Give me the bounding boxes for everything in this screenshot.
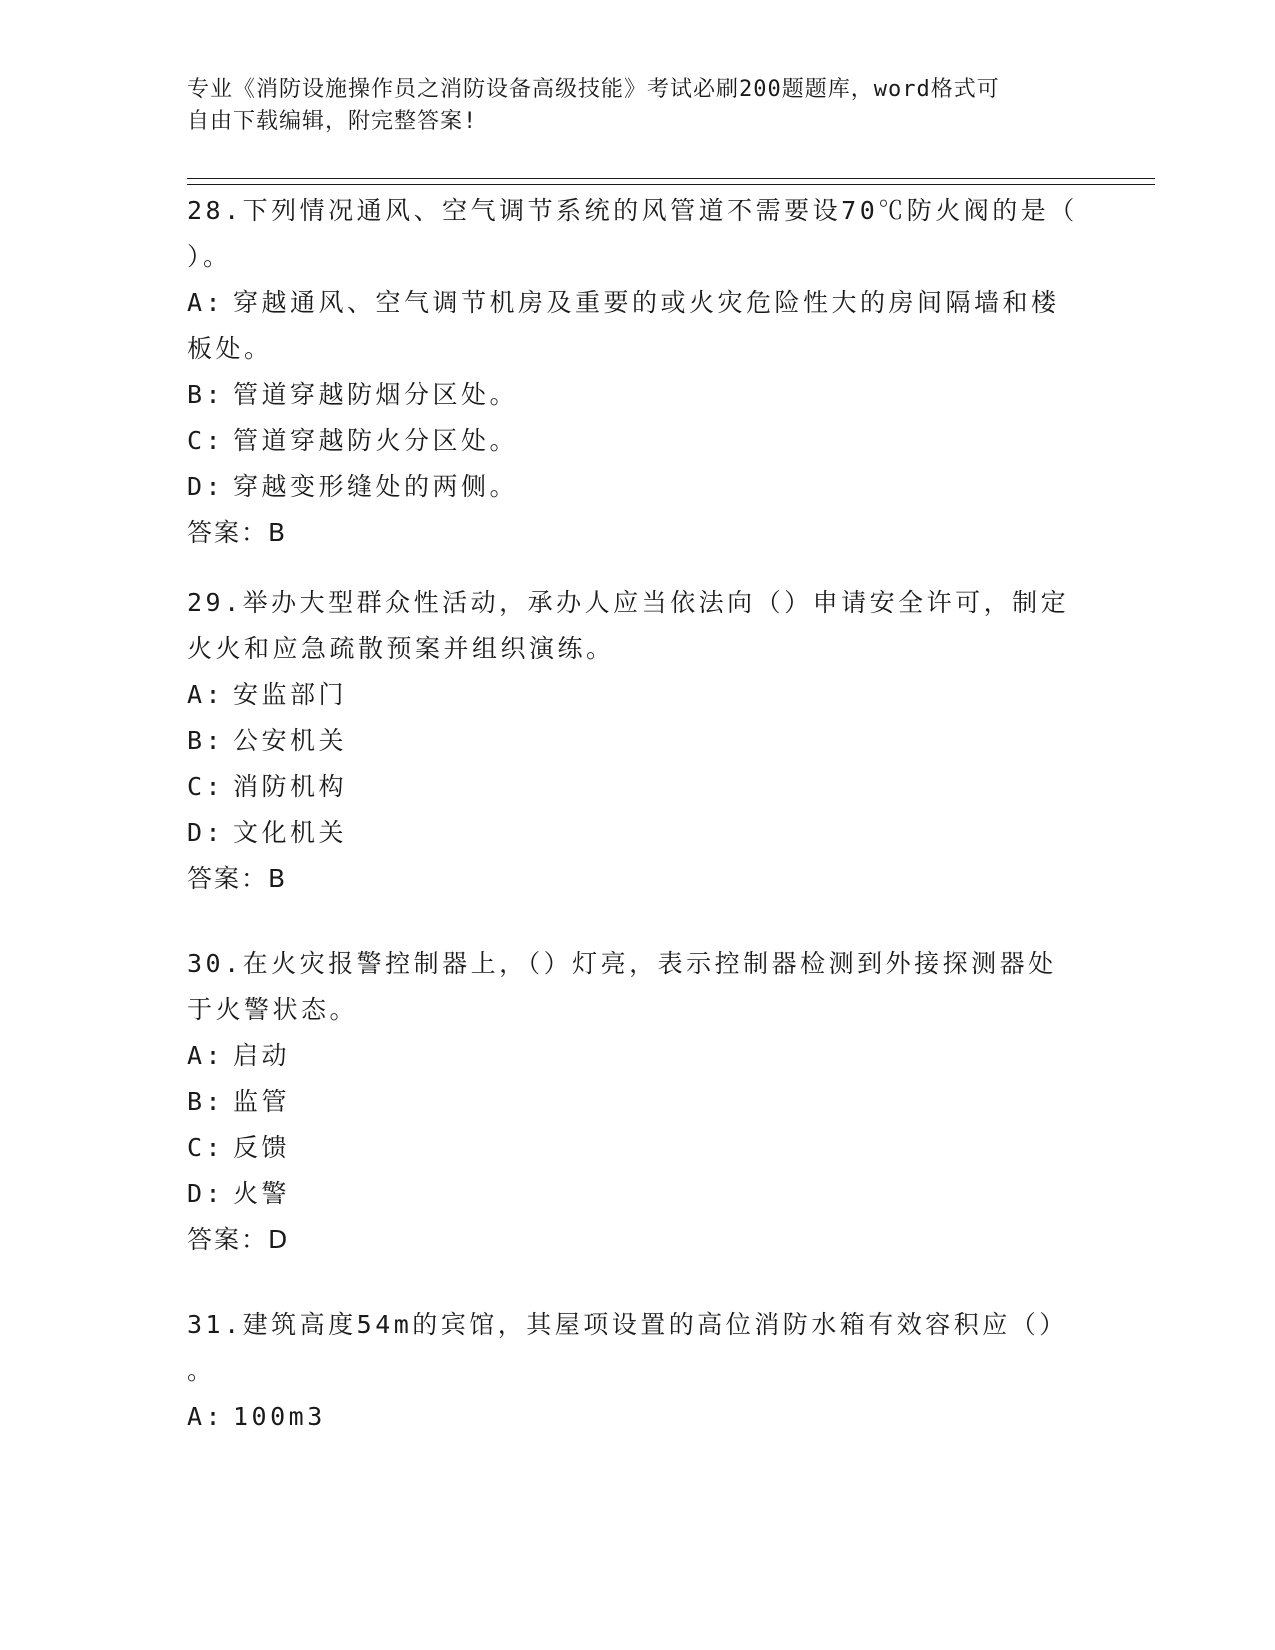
option-d — [187, 1171, 1077, 1217]
option-letter: A: — [187, 1402, 225, 1431]
question-stem: 28.下列情况通风、空气调节系统的风管道不需要设70℃防火阀的是（ — [187, 196, 1078, 225]
question-stem: 31.建筑高度54m的宾馆，其屋项设置的高位消防水箱有效容积应（） — [187, 1310, 1068, 1339]
option-letter: D: — [187, 472, 225, 501]
option-letter: B: — [187, 380, 225, 409]
option-text: 穿越变形缝处的两侧。 — [233, 472, 519, 501]
option-letter: A: — [187, 288, 225, 317]
option-text: 文化机关 — [233, 818, 348, 847]
document-header — [187, 74, 1067, 138]
option-text: 板处。 — [187, 334, 273, 363]
option-letter: B: — [187, 726, 225, 755]
option-text: 管道穿越防烟分区处。 — [233, 380, 519, 409]
header-line-1: 专业《消防设施操作员之消防设备高级技能》考试必刷200题题库，word格式可 — [187, 77, 1000, 102]
question-stem: 29.举办大型群众性活动，承办人应当依法向（）申请安全许可，制定 — [187, 588, 1070, 617]
option-text: 安监部门 — [233, 680, 348, 709]
option-b — [187, 372, 1077, 418]
option-letter: D: — [187, 1179, 225, 1208]
option-text: 消防机构 — [233, 772, 348, 801]
answer-label: 答案：D — [187, 1225, 290, 1254]
option-c — [187, 418, 1077, 464]
option-text: 火警 — [233, 1179, 291, 1208]
question-29 — [187, 580, 1077, 902]
option-text: 管道穿越防火分区处。 — [233, 426, 519, 455]
option-letter: D: — [187, 818, 225, 847]
option-letter: C: — [187, 772, 225, 801]
option-text: 监管 — [233, 1087, 291, 1116]
option-letter: C: — [187, 1133, 225, 1162]
question-28 — [187, 188, 1077, 556]
question-31 — [187, 1302, 1077, 1440]
header-divider-bottom — [187, 184, 1155, 185]
option-text: 100m3 — [233, 1402, 326, 1431]
question-stem: 30.在火灾报警控制器上，（）灯亮，表示控制器检测到外接探测器处 — [187, 949, 1057, 978]
option-b — [187, 718, 1077, 764]
option-letter: A: — [187, 680, 225, 709]
option-letter: C: — [187, 426, 225, 455]
question-stem-continued: ）。 — [187, 242, 232, 271]
option-text: 反馈 — [233, 1133, 291, 1162]
answer-label: 答案：B — [187, 864, 288, 893]
option-text: 穿越通风、空气调节机房及重要的或火灾危险性大的房间隔墙和楼 — [233, 288, 1060, 317]
option-c — [187, 1125, 1077, 1171]
question-stem-continued: 于火警状态。 — [187, 995, 359, 1024]
option-letter: B: — [187, 1087, 225, 1116]
answer-label: 答案：B — [187, 518, 288, 547]
option-text: 启动 — [233, 1041, 291, 1070]
option-letter: A: — [187, 1041, 225, 1070]
header-divider-top — [187, 178, 1155, 179]
option-a — [187, 280, 1077, 326]
question-30 — [187, 941, 1077, 1263]
option-text: 公安机关 — [233, 726, 348, 755]
option-d — [187, 810, 1077, 856]
option-d — [187, 464, 1077, 510]
option-a — [187, 1394, 1077, 1440]
option-a — [187, 672, 1077, 718]
option-b — [187, 1079, 1077, 1125]
question-stem-continued: 火火和应急疏散预案并组织演练。 — [187, 634, 615, 663]
option-a — [187, 1033, 1077, 1079]
question-stem-continued: 。 — [187, 1356, 216, 1385]
option-a-continued — [187, 326, 1077, 372]
option-c — [187, 764, 1077, 810]
header-line-2: 自由下载编辑，附完整答案! — [187, 109, 478, 134]
